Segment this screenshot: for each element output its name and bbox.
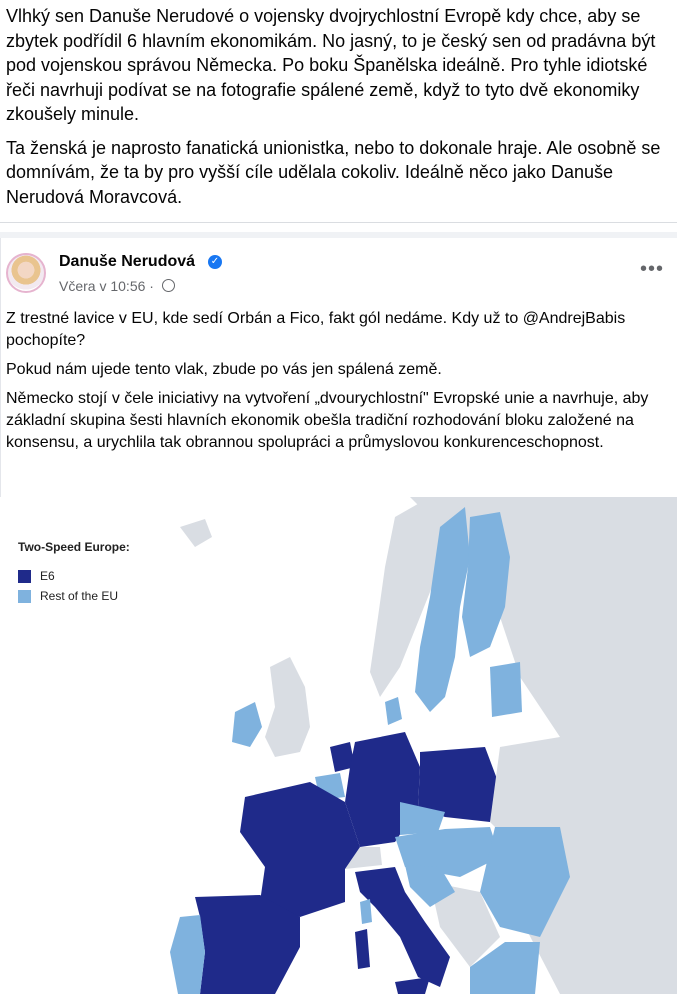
divider [0, 222, 677, 223]
denmark [385, 697, 402, 725]
sicily-e6 [395, 977, 430, 994]
faroe-non-eu [180, 519, 212, 547]
legend-swatch [18, 590, 31, 603]
shared-paragraph: Z trestné lavice v EU, kde sedí Orbán a Fico, fakt gól nedáme. Kdy už to @AndrejBabis pochopíte? [6, 310, 626, 349]
post-paragraph: Vlhký sen Danuše Nerudové o vojensky dvojrychlostní Evropě kdy chce, aby se zbytek podřídil 6 hlavním ekonomikám. No jasný, to je český sen od pradávna být pod vojenskou správou Německa. Po boku Španělska ideálně. Pro tyhle idiotské řeči navrhuji podívat se na fotografie spálené země, když to tyto dvě ekonomiky zkoušely minule. [6, 6, 656, 124]
shared-paragraph: Pokud nám ujede tento vlak, zbude po vás jen spálená země. [6, 361, 442, 378]
legend-label: E6 [40, 569, 55, 583]
author-name[interactable]: Danuše Nerudová [59, 253, 196, 270]
sardinia-e6 [355, 929, 370, 969]
post-timestamp[interactable]: Včera v 10:56 · [59, 278, 154, 294]
shared-paragraph: Německo stojí v čele iniciativy na vytvoření „dvourychlostní" Evropské unie a navrhuje, aby základní skupina šesti hlavních ekonomik obešla tradiční rozhodování bloku založené na konsensu, a urychlila tak obrannou spolupráci a průmyslovou konkurenceschopnost. [6, 390, 649, 451]
legend-item [18, 566, 130, 586]
post-body [6, 4, 670, 218]
post-paragraph: Ta ženská je naprosto fanatická unionistka, nebo to dokonale hraje. Ale osobně se domnívám, že ta by pro vyšší cíle udělala cokoliv. Ideálně něco jako Danuše Nerudová Moravcová. [6, 137, 661, 207]
corsica [360, 899, 372, 924]
verified-badge-icon: ✓ [208, 255, 222, 269]
globe-icon [162, 279, 175, 292]
portugal [170, 915, 205, 994]
avatar[interactable] [6, 253, 46, 293]
legend-item [18, 586, 130, 606]
more-options-button[interactable]: ••• [640, 258, 665, 280]
shared-post-body [6, 308, 674, 461]
map-legend [18, 540, 130, 606]
legend-swatch [18, 570, 31, 583]
spain-e6 [195, 895, 300, 994]
legend-label: Rest of the EU [40, 589, 119, 603]
baltics [490, 662, 522, 717]
uk-non-eu [265, 657, 310, 757]
legend-title: Two-Speed Europe: [18, 540, 130, 554]
ireland [232, 702, 262, 747]
